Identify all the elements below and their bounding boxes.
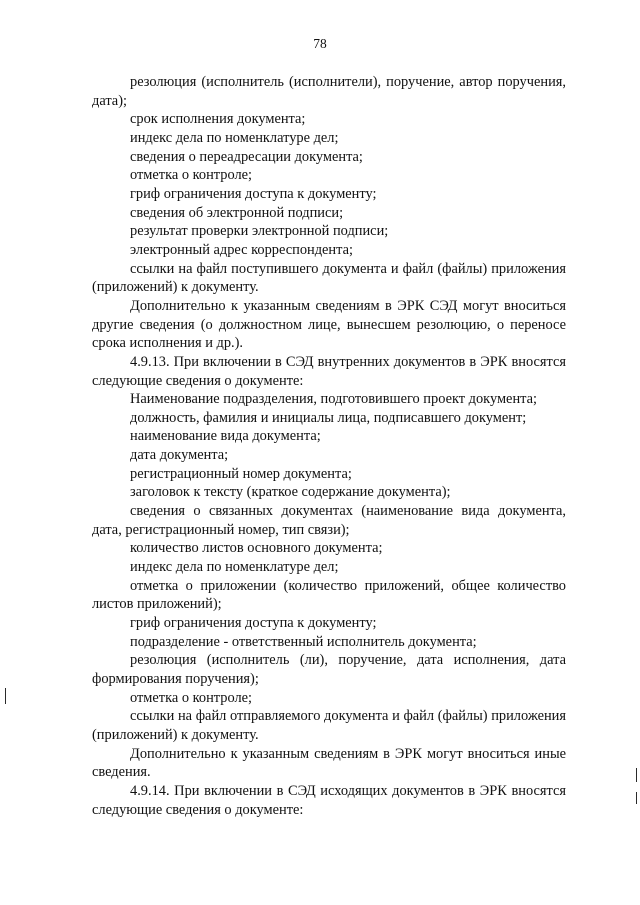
- paragraph: гриф ограничения доступа к документу;: [130, 615, 377, 632]
- paragraph: ссылки на файл поступившего документа и файл (файлы) приложения (приложений) к документу.: [92, 260, 566, 296]
- paragraph: сведения об электронной подписи;: [130, 204, 344, 221]
- paragraph: электронный адрес корреспондента;: [130, 241, 353, 258]
- paragraph: заголовок к тексту (краткое содержание документа);: [130, 484, 451, 501]
- paragraph: резолюция (исполнитель (ли), поручение, дата исполнения, дата формирования поручения);: [92, 652, 566, 687]
- paragraph: 4.9.14. При включении в СЭД исходящих документов в ЭРК вносятся следующие сведения о документе:: [92, 782, 566, 818]
- paragraph: сведения о переадресации документа;: [130, 148, 363, 165]
- page-number: 78: [313, 36, 327, 51]
- scan-artifact-right: [636, 768, 637, 782]
- scan-artifact-right: [636, 792, 637, 804]
- paragraph: отметка о контроле;: [130, 689, 253, 706]
- paragraph: индекс дела по номенклатуре дел;: [130, 559, 339, 576]
- paragraph: ссылки на файл отправляемого документа и файл (файлы) приложения (приложений) к документу.: [92, 708, 566, 743]
- paragraph: индекс дела по номенклатуре дел;: [130, 129, 339, 146]
- paragraph: должность, фамилия и инициалы лица, подписавшего документ;: [130, 409, 527, 426]
- paragraph: Наименование подразделения, подготовившего проект документа;: [130, 391, 537, 408]
- document-body: [92, 73, 566, 819]
- paragraph: Дополнительно к указанным сведениям в ЭРК СЭД могут вноситься другие сведения (о должностном лице, вынесшем резолюцию, о переносе срока исполнения и др.).: [92, 297, 566, 352]
- paragraph: гриф ограничения доступа к документу;: [130, 185, 377, 202]
- paragraph: дата документа;: [130, 447, 229, 464]
- paragraph: срок исполнения документа;: [130, 111, 306, 128]
- paragraph: наименование вида документа;: [130, 428, 321, 445]
- paragraph: 4.9.13. При включении в СЭД внутренних документов в ЭРК вносятся следующие сведения о документе:: [92, 353, 566, 389]
- paragraph: количество листов основного документа;: [130, 540, 383, 557]
- paragraph: отметка о приложении (количество приложений, общее количество листов приложений);: [92, 577, 566, 613]
- paragraph: Дополнительно к указанным сведениям в ЭРК могут вноситься иные сведения.: [92, 745, 566, 781]
- paragraph: сведения о связанных документах (наименование вида документа, дата, регистрационный номер, тип связи);: [92, 503, 566, 538]
- scan-artifact-left: [5, 688, 6, 704]
- paragraph: результат проверки электронной подписи;: [130, 223, 389, 240]
- paragraph: резолюция (исполнитель (исполнители), поручение, автор поручения, дата);: [92, 74, 566, 109]
- paragraph: подразделение - ответственный исполнитель документа;: [130, 633, 477, 650]
- paragraph: отметка о контроле;: [130, 167, 253, 184]
- paragraph: регистрационный номер документа;: [130, 465, 352, 482]
